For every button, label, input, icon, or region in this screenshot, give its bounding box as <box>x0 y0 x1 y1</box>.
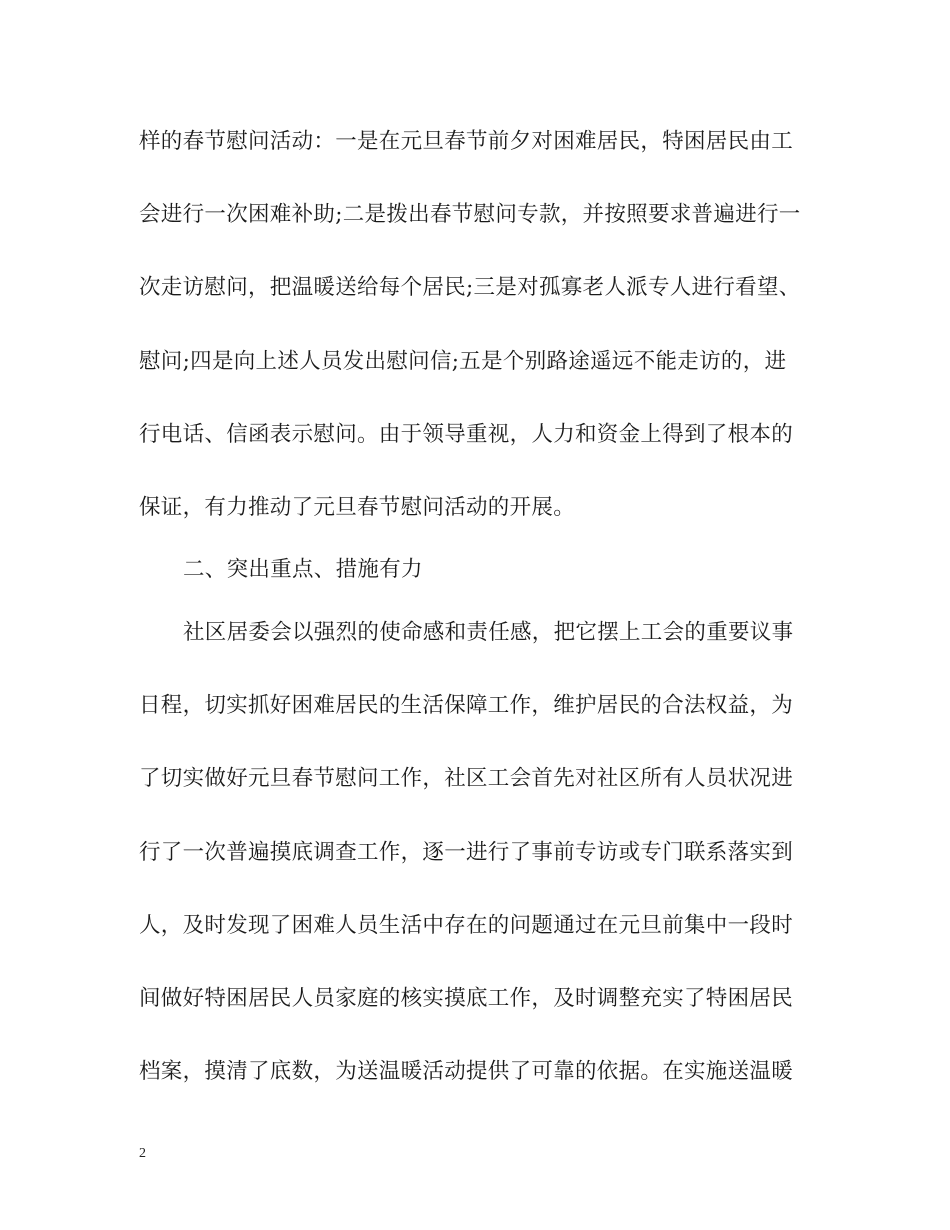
body-text-line: 了切实做好元旦春节慰问工作，社区工会首先对社区所有人员状况进 <box>139 766 794 791</box>
body-text-line: 会进行一次困难补助;二是拨出春节慰问专款，并按照要求普遍进行一 <box>139 202 801 227</box>
body-text-line: 间做好特困居民人员家庭的核实摸底工作，及时调整充实了特困居民 <box>139 986 794 1011</box>
body-text-line: 保证，有力推动了元旦春节慰问活动的开展。 <box>139 495 576 520</box>
section-heading: 二、突出重点、措施有力 <box>183 557 423 582</box>
paragraph-first-line: 社区居委会以强烈的使命感和责任感，把它摆上工会的重要议事 <box>183 620 794 645</box>
body-text-line: 慰问;四是向上述人员发出慰问信;五是个别路途遥远不能走访的，进 <box>139 349 787 374</box>
body-text-line: 次走访慰问，把温暖送给每个居民;三是对孤寡老人派专人进行看望、 <box>139 275 801 300</box>
body-text-line: 行了一次普遍摸底调查工作，逐一进行了事前专访或专门联系落实到 <box>139 840 794 865</box>
body-text-line: 日程，切实抓好困难居民的生活保障工作，维护居民的合法权益，为 <box>139 693 794 718</box>
body-text-line: 人，及时发现了困难人员生活中存在的问题通过在元旦前集中一段时 <box>139 913 794 938</box>
body-text-line: 档案，摸清了底数，为送温暖活动提供了可靠的依据。在实施送温暖 <box>139 1059 794 1084</box>
page-number: 2 <box>139 1146 146 1161</box>
body-text-line: 样的春节慰问活动：一是在元旦春节前夕对困难居民，特困居民由工 <box>139 129 794 154</box>
body-text-line: 行电话、信函表示慰问。由于领导重视，人力和资金上得到了根本的 <box>139 422 794 447</box>
